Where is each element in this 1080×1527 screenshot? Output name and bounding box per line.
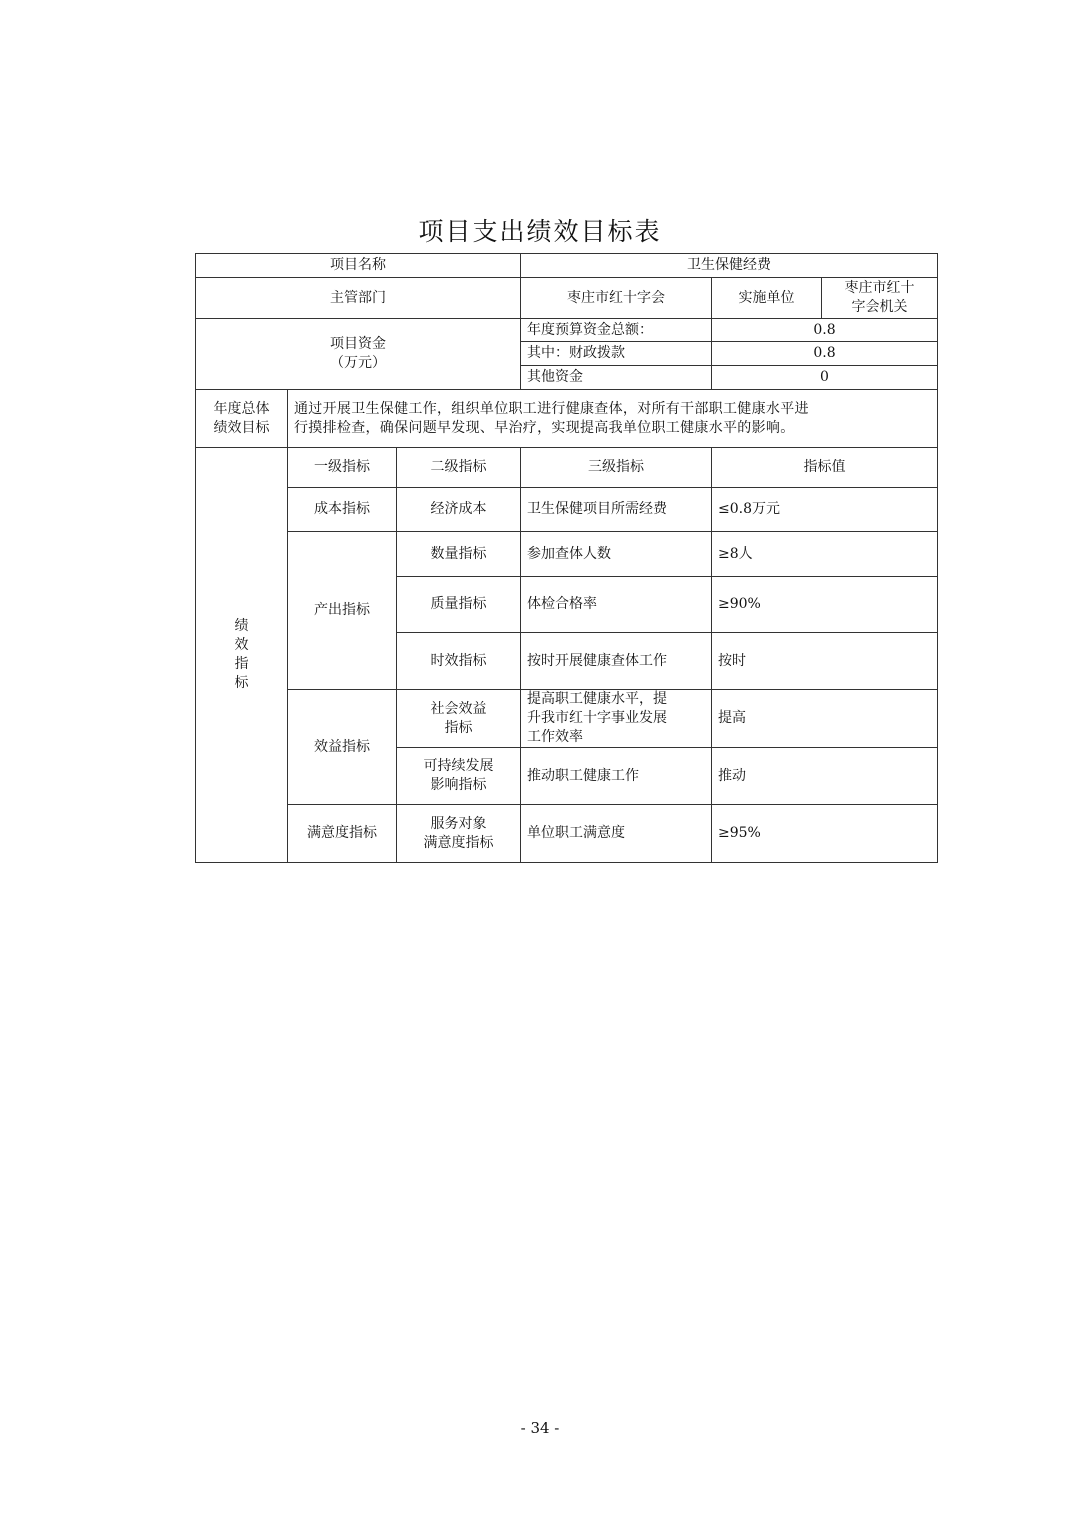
satisfaction-level2-line2: 满意度指标 bbox=[423, 834, 494, 851]
project-name-label: 项目名称 bbox=[196, 254, 521, 278]
benefit-social-level2-line2: 指标 bbox=[444, 719, 473, 736]
annual-goal-label-line2: 绩效目标 bbox=[213, 419, 270, 436]
output-value: ≥90% bbox=[712, 577, 938, 633]
benefit-sustain-level2 bbox=[397, 748, 521, 805]
table-row bbox=[196, 488, 938, 532]
output-level2: 时效指标 bbox=[397, 633, 521, 690]
benefit-sustain-level2-line2: 影响指标 bbox=[430, 777, 487, 793]
satisfaction-value: ≥95% bbox=[712, 805, 938, 863]
satisfaction-level1: 满意度指标 bbox=[288, 805, 397, 863]
indicator-section-char: 标 bbox=[234, 675, 249, 691]
benefit-level1: 效益指标 bbox=[288, 690, 397, 805]
benefit-social-level3-line3: 工作效率 bbox=[527, 729, 583, 745]
satisfaction-level2-line1: 服务对象 bbox=[430, 815, 487, 832]
funds-row-value: 0.8 bbox=[712, 342, 938, 366]
funds-row-label: 其中：财政拨款 bbox=[521, 342, 712, 366]
benefit-social-level2-line1: 社会效益 bbox=[430, 700, 487, 717]
funds-label-line1: 项目资金 bbox=[330, 336, 386, 352]
output-value: ≥8人 bbox=[712, 532, 938, 577]
cost-value: ≤0.8万元 bbox=[712, 488, 938, 532]
table-row bbox=[196, 805, 938, 863]
header-level1: 一级指标 bbox=[288, 448, 397, 488]
impl-unit-value bbox=[822, 278, 938, 319]
header-value: 指标值 bbox=[712, 448, 938, 488]
row-funds-total bbox=[196, 319, 938, 342]
indicator-section-char: 绩 bbox=[234, 618, 249, 634]
annual-goal-text bbox=[288, 390, 938, 448]
output-level3: 参加查体人数 bbox=[521, 532, 712, 577]
output-level2: 质量指标 bbox=[397, 577, 521, 633]
impl-unit-label: 实施单位 bbox=[712, 278, 822, 319]
cost-level2: 经济成本 bbox=[397, 488, 521, 532]
funds-row-label: 年度预算资金总额： bbox=[521, 319, 712, 342]
funds-label-line2: （万元） bbox=[330, 355, 386, 371]
indicator-section-char: 指 bbox=[234, 656, 249, 672]
impl-unit-value-line2: 字会机关 bbox=[851, 299, 908, 315]
annual-goal-label-line1: 年度总体 bbox=[213, 400, 270, 417]
indicator-section-char: 效 bbox=[234, 637, 249, 653]
benefit-sustain-value: 推动 bbox=[712, 748, 938, 805]
table-row bbox=[196, 532, 938, 577]
header-level3: 三级指标 bbox=[521, 448, 712, 488]
output-level1: 产出指标 bbox=[288, 532, 397, 690]
performance-table bbox=[195, 253, 938, 863]
impl-unit-value-line1: 枣庄市红十 bbox=[844, 280, 915, 296]
dept-value: 枣庄市红十字会 bbox=[521, 278, 712, 319]
funds-row-value: 0.8 bbox=[712, 319, 938, 342]
benefit-social-value: 提高 bbox=[712, 690, 938, 748]
output-level2: 数量指标 bbox=[397, 532, 521, 577]
row-indicator-header bbox=[196, 448, 938, 488]
page-number: - 34 - bbox=[520, 1419, 560, 1437]
annual-goal-text-line1: 通过开展卫生保健工作，组织单位职工进行健康查体，对所有干部职工健康水平进 bbox=[294, 400, 809, 417]
funds-row-label: 其他资金 bbox=[521, 366, 712, 390]
benefit-social-level3-line2: 升我市红十字事业发展 bbox=[527, 710, 667, 726]
dept-label: 主管部门 bbox=[196, 278, 521, 319]
project-name-value: 卫生保健经费 bbox=[521, 254, 938, 278]
table-row bbox=[196, 690, 938, 748]
row-annual-goal bbox=[196, 390, 938, 448]
output-level3: 体检合格率 bbox=[521, 577, 712, 633]
cost-level3: 卫生保健项目所需经费 bbox=[521, 488, 712, 532]
page-title: 项目支出绩效目标表 bbox=[418, 217, 662, 246]
funds-row-value: 0 bbox=[712, 366, 938, 390]
benefit-sustain-level3: 推动职工健康工作 bbox=[521, 748, 712, 805]
output-value: 按时 bbox=[712, 633, 938, 690]
cost-level1: 成本指标 bbox=[288, 488, 397, 532]
output-level3: 按时开展健康查体工作 bbox=[521, 633, 712, 690]
satisfaction-level2 bbox=[397, 805, 521, 863]
benefit-sustain-level2-line1: 可持续发展 bbox=[423, 758, 494, 774]
annual-goal-label bbox=[196, 390, 288, 448]
benefit-social-level3 bbox=[521, 690, 712, 748]
indicator-section-label bbox=[196, 448, 288, 863]
annual-goal-text-line2: 行摸排检查，确保问题早发现、早治疗，实现提高我单位职工健康水平的影响。 bbox=[294, 419, 795, 436]
header-level2: 二级指标 bbox=[397, 448, 521, 488]
row-department bbox=[196, 278, 938, 319]
benefit-social-level2 bbox=[397, 690, 521, 748]
benefit-social-level3-line1: 提高职工健康水平，提 bbox=[527, 691, 667, 707]
funds-label bbox=[196, 319, 521, 390]
row-project-name bbox=[196, 254, 938, 278]
satisfaction-level3: 单位职工满意度 bbox=[521, 805, 712, 863]
